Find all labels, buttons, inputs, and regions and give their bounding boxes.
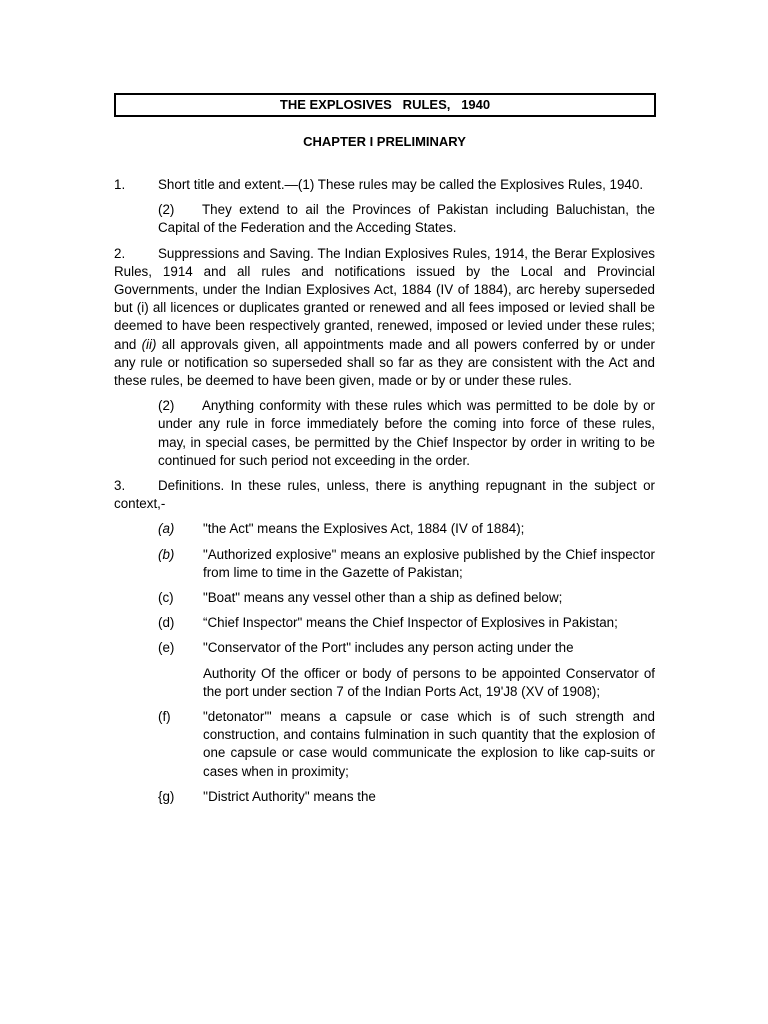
definition-text: “Chief Inspector" means the Chief Inspector of Explosives in Pakistan; xyxy=(203,615,618,631)
rule-text: Suppressions and Saving. The Indian Explosives Rules, 1914, the Berar Explosives Rules, 1914 and all rules and notifications issued by the Local and Provincial Governments, under the Indian Explosives Act, 1884 (IV of 1884), arc hereby superseded but (i) all licences or duplicates granted or renewed and all fees imposed or levied shall be deemed to have been respectively granted, renewed, imposed or levied under these rules; and xyxy=(114,245,655,352)
definition-label: {g) xyxy=(158,788,175,804)
definition-label: (e) xyxy=(158,640,175,656)
rule-number: 1. xyxy=(114,177,126,192)
definition-label: (f) xyxy=(158,709,171,725)
definition-text: "the Act" means the Explosives Act, 1884 (IV of 1884); xyxy=(203,521,525,537)
rule-text: Short title and extent.—(1) These rules may be called the Explosives Rules, 1940. xyxy=(158,177,644,192)
rule-number: (2) xyxy=(158,398,175,414)
definition-text: "Boat" means any vessel other than a ship as defined below; xyxy=(203,590,563,606)
definition-item xyxy=(114,708,655,781)
definition-text: "Authorized explosive" means an explosive published by the Chief inspector from lime to time in the Gazette of Pakistan; xyxy=(203,546,655,580)
rule-number: (2) xyxy=(158,202,175,218)
document-body xyxy=(114,176,655,813)
definition-label: (c) xyxy=(158,590,174,606)
chapter-heading: CHAPTER I PRELIMINARY xyxy=(303,134,466,149)
rule-paragraph xyxy=(114,397,655,470)
definition-item xyxy=(114,546,655,582)
definition-label: (b) xyxy=(158,546,175,562)
definition-text: ''District Authority" means the xyxy=(203,788,376,804)
rule-text: all approvals given, all appointments made and all powers conferred by or under any rule or notification so superseded shall so far as they are consistent with the Act and these rules, be deemed to have been given, made or by or under these rules. xyxy=(114,336,655,389)
definition-item xyxy=(114,589,655,607)
definition-continuation: Authority Of the officer or body of persons to be appointed Conservator of the port under section 7 of the Indian Ports Act, 19'J8 (XV of 1908); xyxy=(203,665,655,699)
rule-number: 2. xyxy=(114,245,126,261)
definition-label: (a) xyxy=(158,521,175,537)
rule-number: 3. xyxy=(114,478,126,494)
definition-item xyxy=(114,520,655,538)
rule-paragraph xyxy=(114,245,655,391)
rule-paragraph xyxy=(114,477,655,513)
rule-text: Anything conformity with these rules which was permitted to be dole by or under any rule in force immediately before the coming into force of these rules, may, in special cases, be permitted by the Chief Inspector by order in writing to be continued for such period not exceeding in the order. xyxy=(158,398,655,468)
rule-text: Definitions. In these rules, unless, there is anything repugnant in the subject or context,- xyxy=(114,478,655,512)
rule-text: They extend to ail the Provinces of Pakistan including Baluchistan, the Capital of the Federation and the Acceding States. xyxy=(158,202,655,236)
definition-text: "Conservator of the Port" includes any person acting under the xyxy=(203,640,574,656)
rule-text-italic: (ii) xyxy=(141,336,157,352)
rule-paragraph xyxy=(114,201,655,237)
definition-item xyxy=(114,639,655,657)
definition-text: "detonator'" means a capsule or case which is of such strength and construction, and contains fulmination in such quantity that the explosion of one capsule or case would communicate the explosion to like cap-suits or cases when in proximity; xyxy=(203,709,655,779)
definition-label: (d) xyxy=(158,615,175,631)
definition-item xyxy=(114,614,655,632)
rule-paragraph xyxy=(114,176,655,194)
definition-item xyxy=(114,788,655,806)
document-title: THE EXPLOSIVES RULES, 1940 xyxy=(114,93,656,117)
